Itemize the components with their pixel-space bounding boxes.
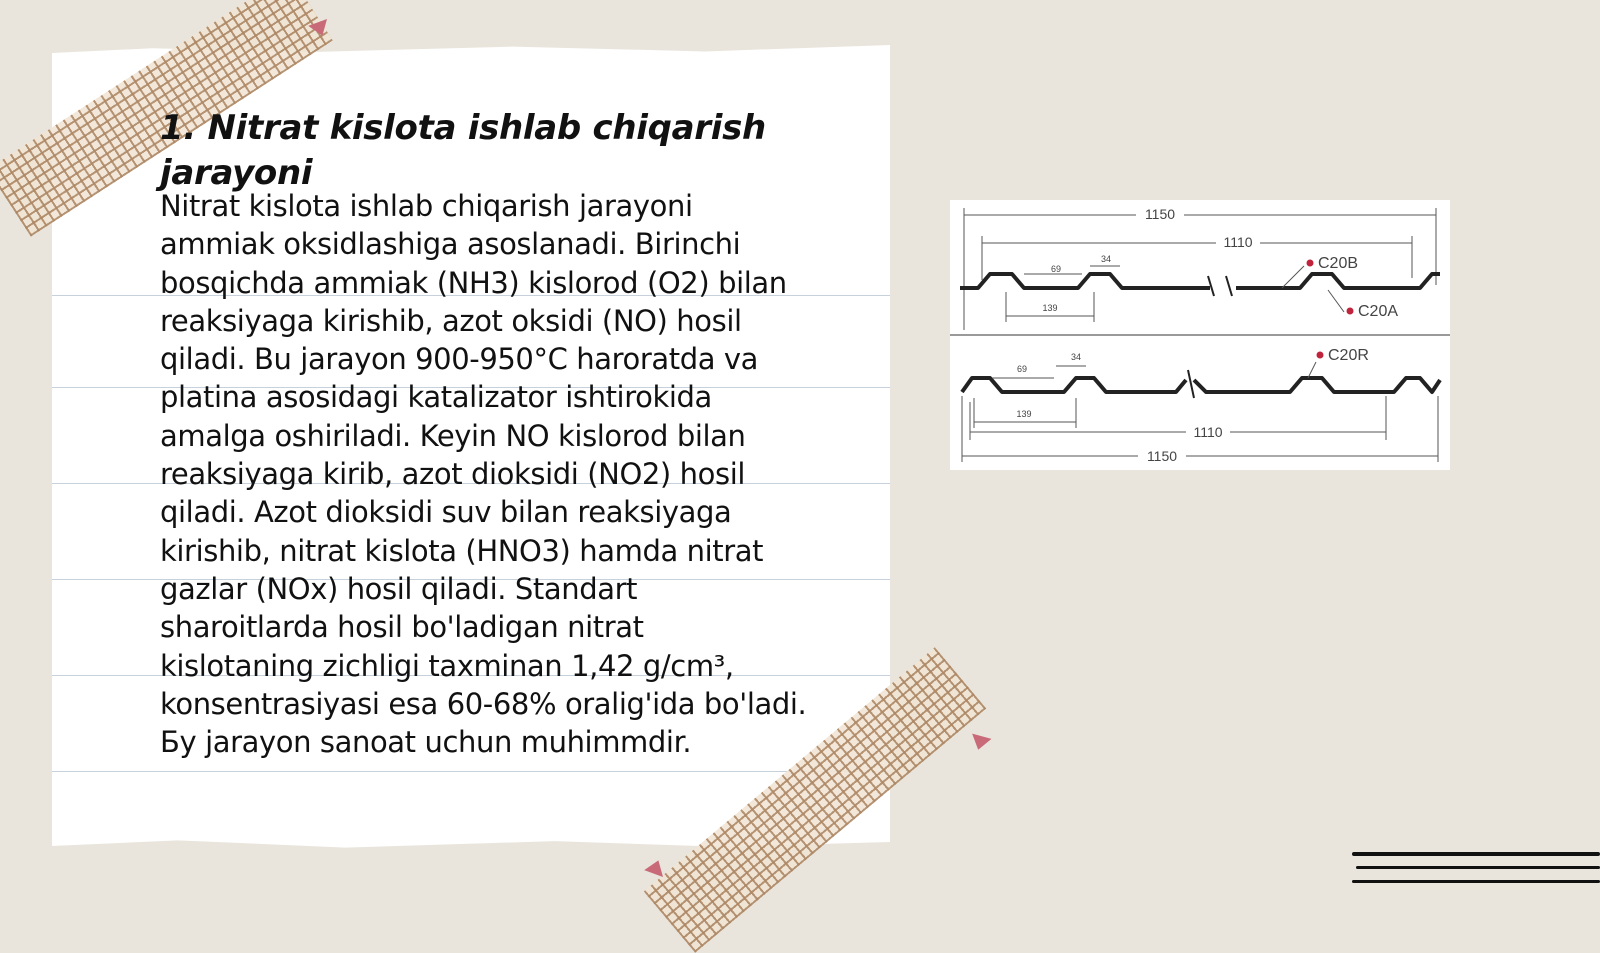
label-marker-icon — [1347, 308, 1354, 315]
top-label-1: C20B — [1318, 255, 1359, 272]
slide-body-text: Nitrat kislota ishlab chiqarish jarayoni ammiak oksidlashiga asoslanadi. Birinchi bosqichda ammiak (NH3) kislorod (O2) bilan reaksiyaga kirishib, azot oksidi (NO) hosil qiladi. Bu jarayon 900-950°C haroratda va platina asosidagi katalizator ishtirokida amalga oshiriladi. Keyin NO kislorod bilan reaksiyaga kirib, azot dioksidi (NO2) hosil qiladi. Azot dioksidi suv bilan reaksiyaga kirishib, nitrat kislota (HNO3) hamda nitrat gazlar (NOx) hosil qiladi. Standart sharoitlarda hosil bo'ladigan nitrat kislotaning zichligi taxminan 1,42 g/cm³, konsentrasiyasi esa 60-68% oralig'ida bo'ladi. Бу jarayon sanoat uchun muhimmdir. — [160, 189, 807, 760]
ruled-line — [52, 771, 890, 772]
decorative-stroke — [1352, 852, 1600, 856]
top-profile — [960, 206, 1440, 330]
pin-marker — [969, 734, 992, 753]
bottom-dim-c: 139 — [1016, 409, 1032, 419]
bottom-dim-a: 69 — [1016, 364, 1028, 374]
label-marker-icon — [1317, 352, 1324, 359]
bottom-useful-width: 1110 — [1193, 424, 1223, 440]
top-dim-c: 139 — [1042, 303, 1058, 313]
decorative-stroke — [1356, 866, 1600, 869]
bottom-profile — [962, 347, 1440, 464]
top-dim-a: 69 — [1050, 264, 1062, 274]
bottom-overall-width: 1150 — [1146, 448, 1178, 464]
roof-sheet-profile-diagram — [950, 200, 1450, 470]
bottom-dim-b: 34 — [1070, 352, 1082, 362]
bottom-label-1: C20R — [1328, 347, 1369, 364]
decorative-stroke — [1352, 880, 1600, 883]
slide-title: 1. Nitrat kislota ishlab chiqarish jarayoni — [160, 108, 766, 193]
top-useful-width: 1110 — [1223, 234, 1253, 250]
top-overall-width: 1150 — [1144, 206, 1176, 222]
top-dim-b: 34 — [1100, 254, 1112, 264]
top-label-2: C20A — [1358, 303, 1399, 320]
label-marker-icon — [1307, 260, 1314, 267]
